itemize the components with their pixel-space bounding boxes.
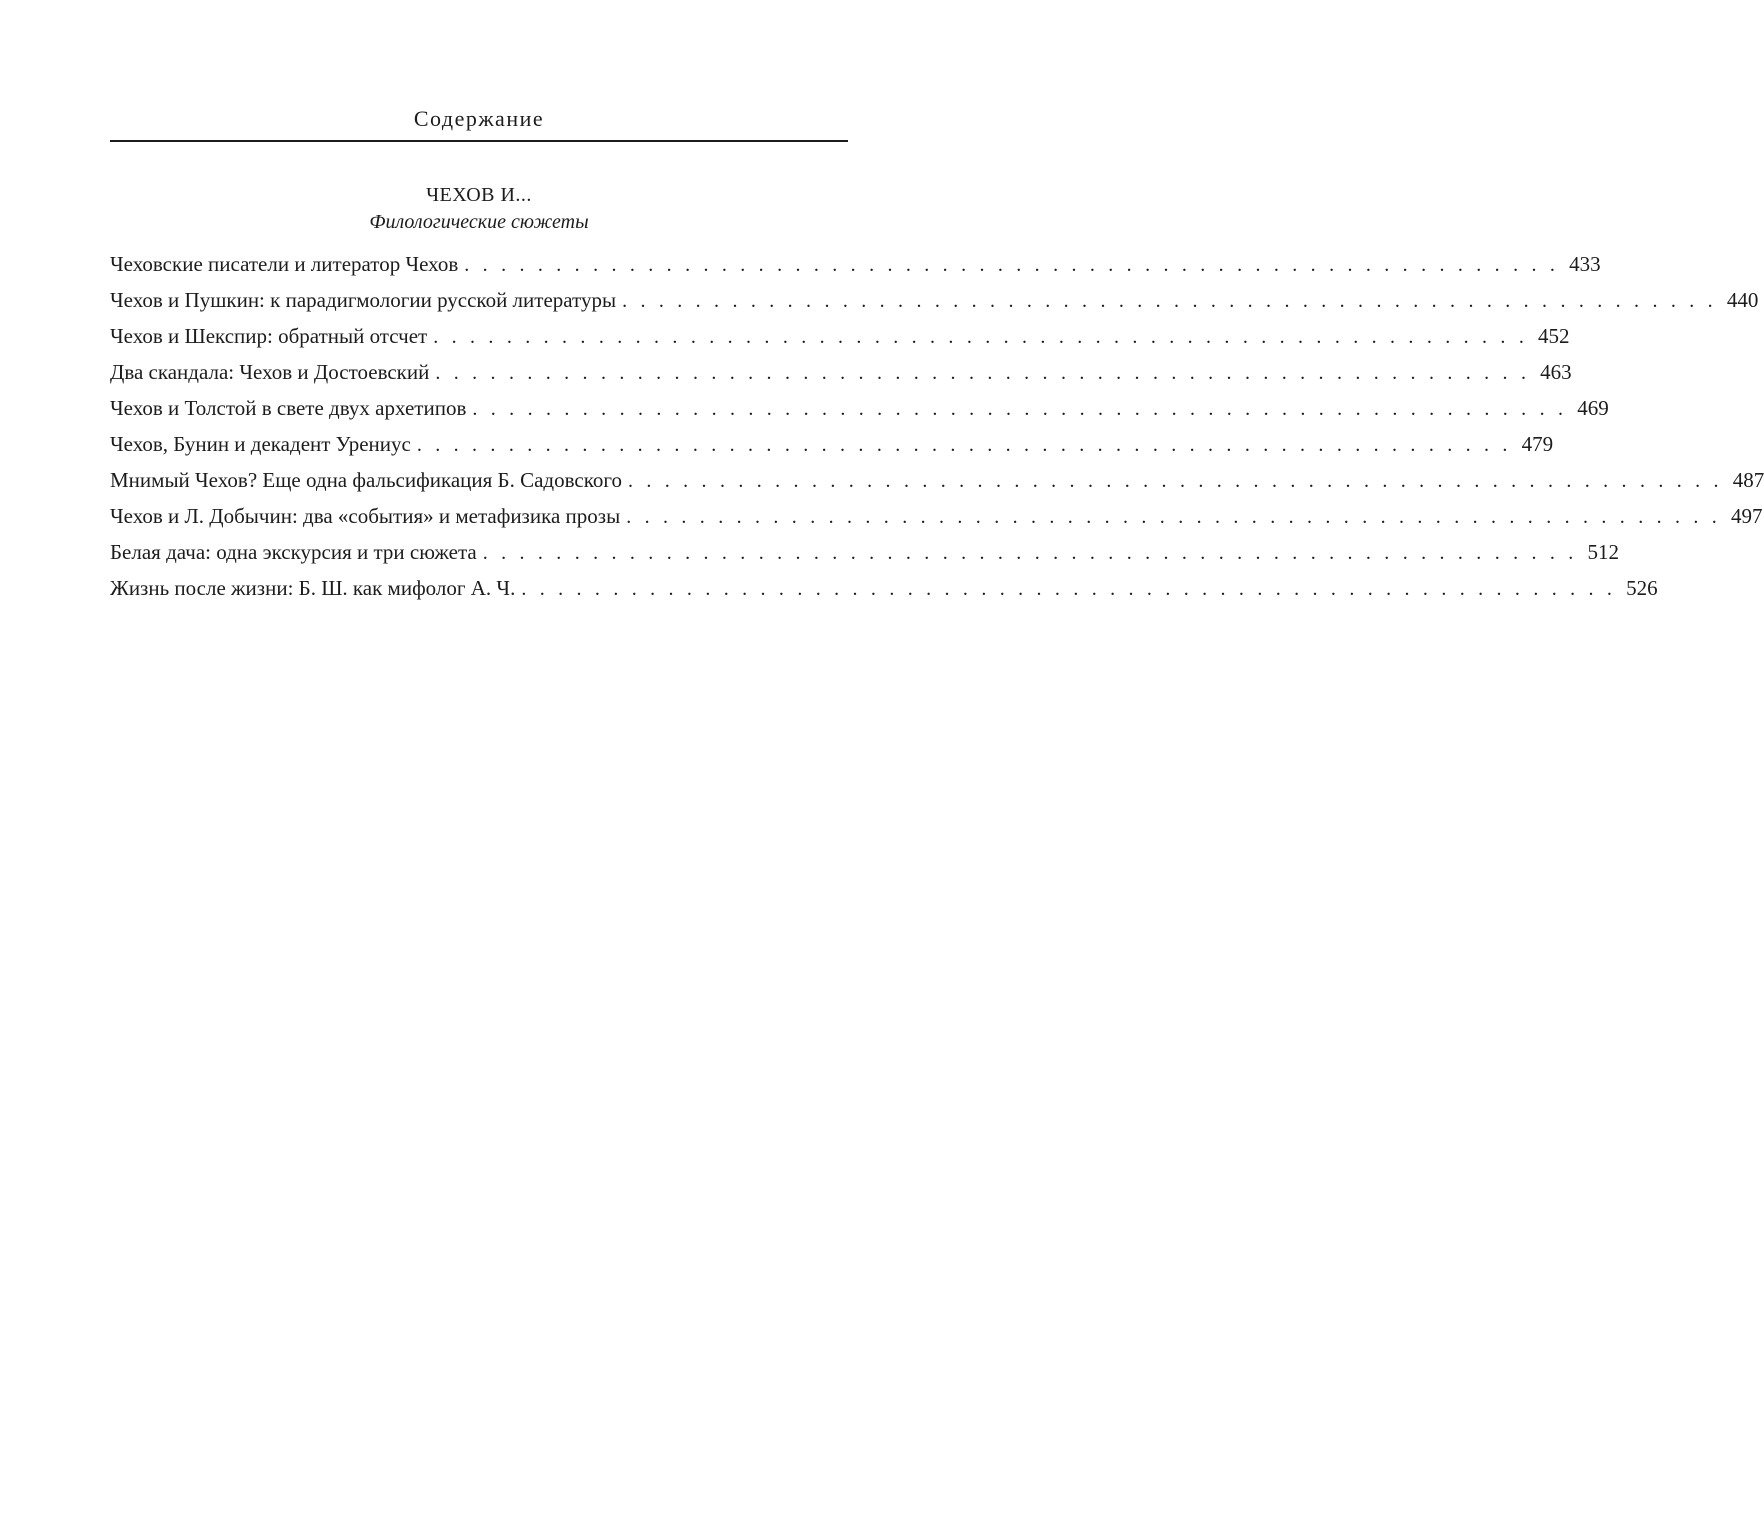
toc-entry-page: 440 xyxy=(1726,288,1759,312)
toc-dot-leader: . . . . . . . . . . . . . . . . . . . . . . . . . . . . . . . . . . . . . . . . . . . . . . . . . . . . . . . . . . . . xyxy=(482,542,1578,564)
toc-entry-title: Чеховские писатели и литератор Чехов xyxy=(110,252,459,276)
toc-dot-leader: . . . . . . . . . . . . . . . . . . . . . . . . . . . . . . . . . . . . . . . . . . . . . . . . . . . . . . . . . . . . xyxy=(472,398,1568,420)
toc-entry-title: Чехов и Шекспир: обратный отсчет xyxy=(110,324,428,348)
toc-entry-page: 433 xyxy=(1569,252,1601,276)
toc-dot-leader: . . . . . . . . . . . . . . . . . . . . . . . . . . . . . . . . . . . . . . . . . . . . . . . . . . . . . . . . . . . . xyxy=(627,470,1723,492)
toc-entry[interactable] xyxy=(110,466,1764,502)
section-subtitle: Филологические сюжеты xyxy=(369,211,589,233)
toc-dot-leader: . . . . . . . . . . . . . . . . . . . . . . . . . . . . . . . . . . . . . . . . . . . . . . . . . . . . . . . . . . . . xyxy=(626,506,1722,528)
toc-entry-page: 463 xyxy=(1540,360,1572,384)
toc-entry-page: 479 xyxy=(1521,432,1554,456)
toc-entry-title: Белая дача: одна экскурсия и три сюжета xyxy=(110,540,477,564)
header-rule xyxy=(110,140,848,142)
toc-entry-page: 469 xyxy=(1577,396,1609,420)
toc-entry-title: Два скандала: Чехов и Достоевский xyxy=(110,360,430,384)
toc-entry-title: Мнимый Чехов? Еще одна фальсификация Б. Садовского xyxy=(110,468,622,492)
toc-entry-page: 512 xyxy=(1587,540,1620,564)
toc-entry-title: Чехов и Л. Добычин: два «события» и метафизика прозы xyxy=(110,504,621,528)
toc-entry[interactable] xyxy=(110,250,1601,286)
toc-entry[interactable] xyxy=(110,574,1658,610)
toc-entry-title: Чехов и Толстой в свете двух архетипов xyxy=(110,396,467,420)
toc-entry[interactable] xyxy=(110,286,1759,322)
toc-entry-page: 526 xyxy=(1626,576,1658,600)
table-of-contents xyxy=(110,250,1764,610)
toc-dot-leader: . . . . . . . . . . . . . . . . . . . . . . . . . . . . . . . . . . . . . . . . . . . . . . . . . . . . . . . . . . . . xyxy=(416,434,1512,456)
toc-entry-page: 452 xyxy=(1538,324,1570,348)
section-title: ЧЕХОВ И... xyxy=(426,184,532,206)
toc-dot-leader: . . . . . . . . . . . . . . . . . . . . . . . . . . . . . . . . . . . . . . . . . . . . . . . . . . . . . . . . . . . . xyxy=(433,326,1529,348)
toc-entry[interactable] xyxy=(110,358,1572,394)
toc-entry[interactable] xyxy=(110,538,1620,574)
toc-dot-leader: . . . . . . . . . . . . . . . . . . . . . . . . . . . . . . . . . . . . . . . . . . . . . . . . . . . . . . . . . . . . xyxy=(435,362,1531,384)
toc-entry-page: 497 xyxy=(1731,504,1763,528)
toc-entry[interactable] xyxy=(110,430,1554,466)
toc-entry-title: Чехов и Пушкин: к парадигмологии русской литературы xyxy=(110,288,617,312)
toc-dot-leader: . . . . . . . . . . . . . . . . . . . . . . . . . . . . . . . . . . . . . . . . . . . . . . . . . . . . . . . . . . . . xyxy=(464,254,1560,276)
toc-entry-title: Жизнь после жизни: Б. Ш. как мифолог А. Ч. xyxy=(110,576,516,600)
toc-entry[interactable] xyxy=(110,502,1763,538)
toc-dot-leader: . . . . . . . . . . . . . . . . . . . . . . . . . . . . . . . . . . . . . . . . . . . . . . . . . . . . . . . . . . . . xyxy=(622,290,1717,312)
toc-entry[interactable] xyxy=(110,394,1609,430)
toc-dot-leader: . . . . . . . . . . . . . . . . . . . . . . . . . . . . . . . . . . . . . . . . . . . . . . . . . . . . . . . . . . . . xyxy=(521,578,1617,600)
running-head: Содержание xyxy=(413,106,545,131)
toc-entry-page: 487 xyxy=(1732,468,1764,492)
toc-entry-title: Чехов, Бунин и декадент Урениус xyxy=(110,432,411,456)
toc-entry[interactable] xyxy=(110,322,1570,358)
